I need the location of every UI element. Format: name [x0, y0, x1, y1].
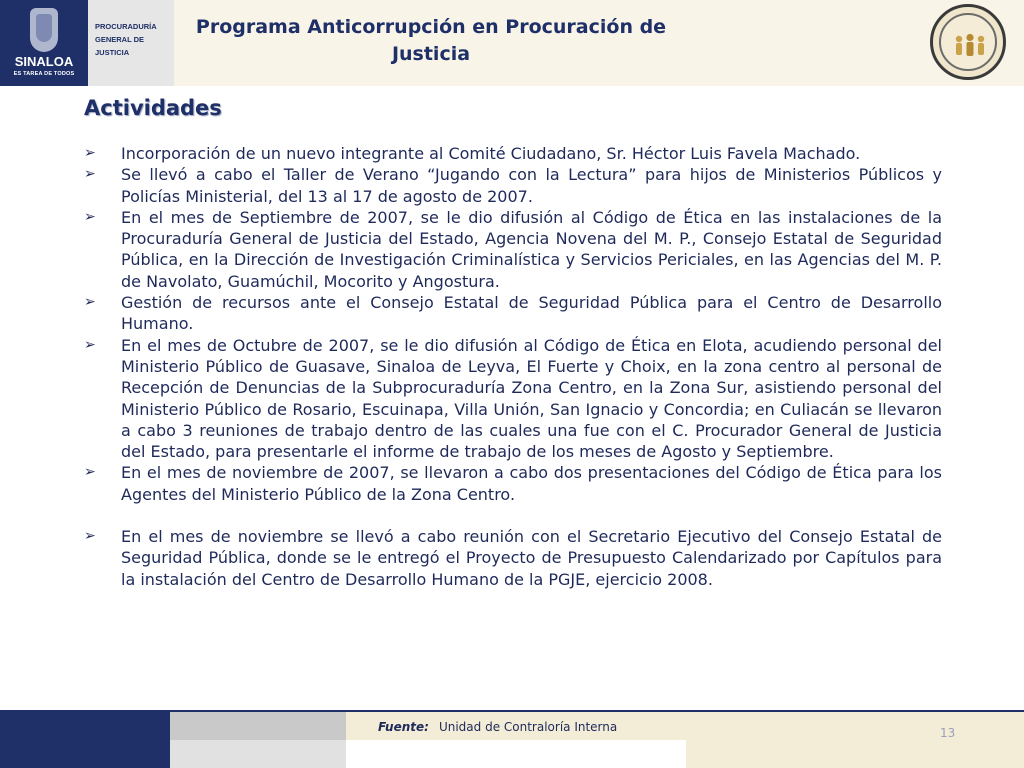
- source-value: Unidad de Contraloría Interna: [438, 720, 618, 734]
- arrow-bullet-icon: ➢: [84, 528, 96, 545]
- list-item: [84, 526, 942, 590]
- source-label: Fuente:: [378, 720, 429, 734]
- footer-block-navy: [0, 712, 170, 768]
- list-item-text: Se llevó a cabo el Taller de Verano “Jugando con la Lectura” para hijos de Ministerios Públicos y Policías Ministerial, del 13 al 17 de agosto de 2007.: [121, 165, 942, 206]
- arrow-bullet-icon: ➢: [84, 208, 96, 225]
- arrow-bullet-icon: ➢: [84, 166, 96, 183]
- arrow-bullet-icon: ➢: [84, 464, 96, 481]
- list-item-text: Gestión de recursos ante el Consejo Estatal de Seguridad Pública para el Centro de Desarrollo Humano.: [121, 293, 942, 334]
- sinaloa-logo: [0, 0, 88, 86]
- footer-block-lightgrey: [170, 740, 346, 768]
- section-heading: Actividades: [84, 96, 222, 120]
- arrow-bullet-icon: ➢: [84, 294, 96, 311]
- source-note: [378, 720, 617, 734]
- agency-block: [88, 0, 174, 86]
- list-item-text: En el mes de Octubre de 2007, se le dio difusión al Código de Ética en Elota, acudiendo personal del Ministerio Público de Guasave, Sinaloa de Leyva, El Fuerte y Choix, en la zona centro al personal de Recepción de Denuncias de la Subprocuraduría Zona Centro, en la Zona Sur, asistiendo personal del Ministerio Público de Rosario, Escuinapa, Villa Unión, San Ignacio y Concordia; en Culiacán se llevaron a cabo 3 reuniones de trabajo dentro de las cuales una fue con el C. Procurador General de Justicia del Estado, para presentarle el informe de trabajo de los meses de Agosto y Septiembre.: [121, 335, 942, 462]
- footer-block-white: [346, 740, 686, 768]
- list-item: [84, 164, 942, 207]
- list-item: [84, 292, 942, 335]
- agency-seal-icon: [930, 4, 1006, 80]
- page-number: 13: [940, 726, 956, 740]
- list-item: [84, 335, 942, 463]
- slide-header: [0, 0, 1024, 86]
- list-item: [84, 143, 942, 164]
- coat-of-arms-icon: [30, 8, 58, 52]
- activities-list: [84, 143, 942, 590]
- arrow-bullet-icon: ➢: [84, 145, 96, 161]
- footer-block-grey: [170, 712, 346, 740]
- list-item-text: En el mes de Septiembre de 2007, se le dio difusión al Código de Ética en las instalaciones de la Procuraduría General de Justicia del Estado, Agencia Novena del M. P., Consejo Estatal de Seguridad Pública, en la Dirección de Investigación Criminalística y Servicios Periciales, en las Agencias del M. P. de Navolato, Guamúchil, Mocorito y Angostura.: [121, 207, 942, 291]
- list-item-text: En el mes de noviembre se llevó a cabo reunión con el Secretario Ejecutivo del Consejo Estatal de Seguridad Pública, donde se le entregó el Proyecto de Presupuesto Calendarizado por Capítulos para la instalación del Centro de Desarrollo Humano de la PGJE, ejercicio 2008.: [121, 527, 942, 589]
- list-item-text: En el mes de noviembre de 2007, se llevaron a cabo dos presentaciones del Código de Ética para los Agentes del Ministerio Público de la Zona Centro.: [121, 463, 942, 504]
- arrow-bullet-icon: ➢: [84, 336, 96, 353]
- agency-name: PROCURADURÍA GENERAL DE JUSTICIA: [95, 22, 157, 57]
- list-item: [84, 462, 942, 505]
- list-item-text: Incorporación de un nuevo integrante al Comité Ciudadano, Sr. Héctor Luis Favela Machado.: [121, 144, 861, 163]
- slide-title: Programa Anticorrupción en Procuración de Justicia: [195, 16, 667, 65]
- state-name: SINALOA: [14, 54, 74, 69]
- list-item: [84, 207, 942, 292]
- state-tagline: ES TAREA DE TODOS: [13, 71, 75, 77]
- people-icon: [953, 33, 987, 57]
- footer-block-right: [686, 712, 1024, 768]
